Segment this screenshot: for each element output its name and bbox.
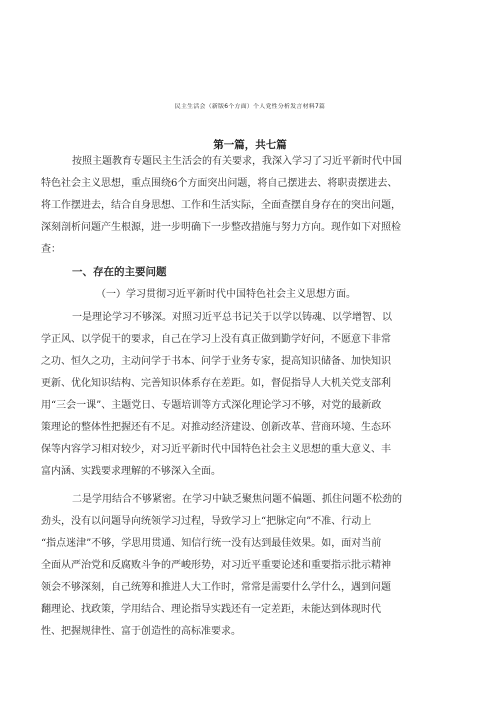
para1-line: 保等内容学习相对较少，对习近平新时代中国特色社会主义思想的重大意义、丰 (41, 444, 391, 455)
intro-line: 特色社会主义思想，重点围绕6个方面突出问题，将自己摆进去、将职责摆进去、 (41, 178, 398, 189)
para1-line: 学正风、以学促干的要求，自己在学习上没有真正做到勤学好问，不愿意下非常 (41, 334, 391, 345)
para1-line: 用“三会一课”、主题党日、专题培训等方式深化理论学习不够，对党的最新政 (41, 400, 382, 411)
para1-line: 之功、恒久之功，主动问学于书本、问学于业务专家，提高知识储备、加快知识 (41, 356, 391, 367)
para2-line: 全面从严治党和反腐败斗争的严峻形势，对习近平重要论述和重要指示批示精神 (41, 560, 391, 571)
para2-line: 性、把握规律性、富于创造性的高标准要求。 (41, 626, 241, 637)
para1-line: 更新、优化知识结构、完善知识体系存在差距。如，督促指导人大机关党支部利 (41, 378, 391, 389)
para1-line: 富内涵、实践要求理解的不够深入全面。 (41, 466, 221, 477)
intro-line: 按照主题教育专题民主生活会的有关要求，我深入学习了习近平新时代中国 (72, 156, 402, 167)
para2-line: 二是学用结合不够紧密。在学习中缺乏聚焦问题不偏题、抓住问题不松劲的 (72, 494, 402, 505)
para2-line: “指点迷津”不够，学思用贯通、知信行统一没有达到最佳效果。如，面对当前 (41, 538, 382, 549)
section-heading: 一、存在的主要问题 (72, 266, 167, 278)
intro-line: 将工作摆进去，结合自身思想、工作和生活实际，全面查摆自身存在的突出问题， (41, 200, 401, 211)
subsection-heading: （一）学习贯彻习近平新时代中国特色社会主义思想方面。 (96, 289, 356, 300)
document-title: 民主生活会（新版6个方面）个人党性分析发言材料7篇 (174, 104, 326, 110)
para1-line: 策理论的整体性把握还有不足。对推动经济建设、创新改革、营商环境、生态环 (41, 422, 391, 433)
document-subtitle: 第一篇，共七篇 (213, 139, 287, 151)
para2-line: 劲头，没有以问题导向统领学习过程，导致学习上“把脉定向”不准、行动上 (41, 516, 372, 527)
para2-line: 领会不够深刻，自己统筹和推进人大工作时，常常是需要什么学什么，遇到问题 (41, 582, 391, 593)
para1-line: 一是理论学习不够深。对照习近平总书记关于以学以铸魂、以学增智、以 (72, 312, 392, 323)
intro-line: 查： (41, 244, 61, 255)
intro-line: 深刻剖析问题产生根源，进一步明确下一步整改措施与努力方向。现作如下对照检 (41, 222, 401, 233)
para2-line: 翻理论、找政策，学用结合、理论指导实践还有一定差距，未能达到体现时代 (41, 604, 381, 615)
